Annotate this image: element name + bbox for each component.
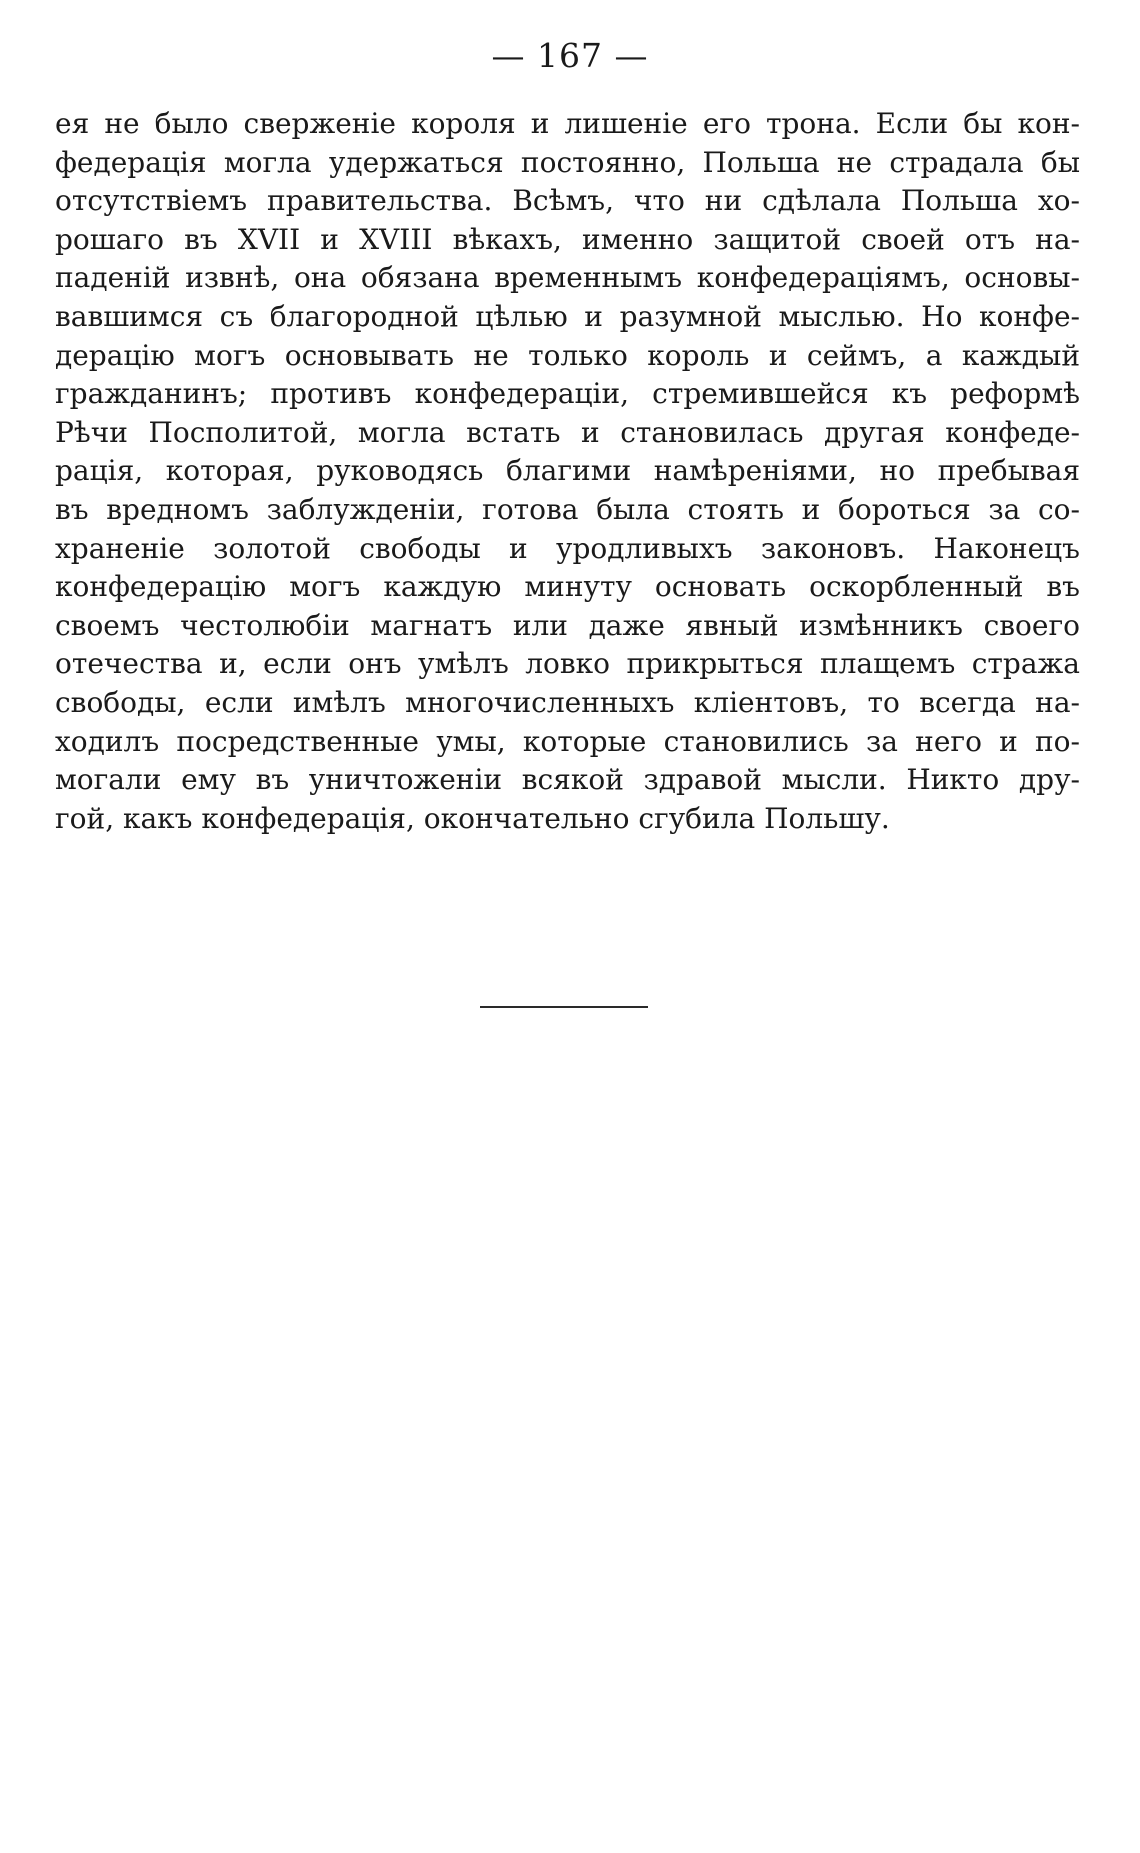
text-line: вавшимся съ благородной цѣлью и разумной мыслью. Но конфе- xyxy=(55,299,1080,333)
text-line: въ вредномъ заблужденіи, готова была стоять и бороться за со- xyxy=(55,492,1080,526)
text-line: конфедерацію могъ каждую минуту основать оскорбленный въ xyxy=(55,570,1080,604)
chapter-end-rule xyxy=(480,1006,648,1008)
text-line-last: гой, какъ конфедерація, окончательно сгубила Польшу. xyxy=(55,801,890,835)
text-line: отечества и, если онъ умѣлъ ловко прикрыться плащемъ стража xyxy=(55,647,1080,681)
text-line: федерація могла удержаться постоянно, Польша не страдала бы xyxy=(55,145,1080,179)
text-line: ея не было свержeніе короля и лишеніе его трона. Если бы кон- xyxy=(55,107,1080,140)
text-line: гражданинъ; противъ конфедераціи, стремившейся къ реформѣ xyxy=(55,377,1080,411)
text-line: дерацію могъ основывать не только король и сеймъ, а каждый xyxy=(55,338,1080,372)
text-line: свободы, если имѣлъ многочисленныхъ кліентовъ, то всегда на- xyxy=(55,685,1080,719)
text-line: Рѣчи Посполитой, могла встать и становилась другая конфеде- xyxy=(55,415,1080,449)
text-line: ходилъ посредственные умы, которые становились за него и по- xyxy=(55,724,1080,758)
body-text xyxy=(55,105,1080,838)
text-line: отсутствіемъ правительства. Всѣмъ, что ни сдѣлала Польша хо- xyxy=(55,184,1080,218)
page-number: — 167 — xyxy=(491,36,649,75)
text-line: могали ему въ уничтоженіи всякой здравой мысли. Никто дру- xyxy=(55,763,1080,797)
text-line: рація, которая, руководясь благими намѣреніями, но пребывая xyxy=(55,454,1080,488)
text-line: своемъ честолюбіи магнатъ или даже явный измѣнникъ своего xyxy=(55,608,1080,642)
text-line: храненіе золотой свободы и уродливыхъ законовъ. Наконецъ xyxy=(55,531,1080,565)
text-line: рошаго въ XVII и XVIII вѣкахъ, именно защитой своей отъ на- xyxy=(55,222,1080,256)
text-line: паденій извнѣ, она обязана временнымъ конфедераціямъ, основы- xyxy=(55,261,1080,295)
